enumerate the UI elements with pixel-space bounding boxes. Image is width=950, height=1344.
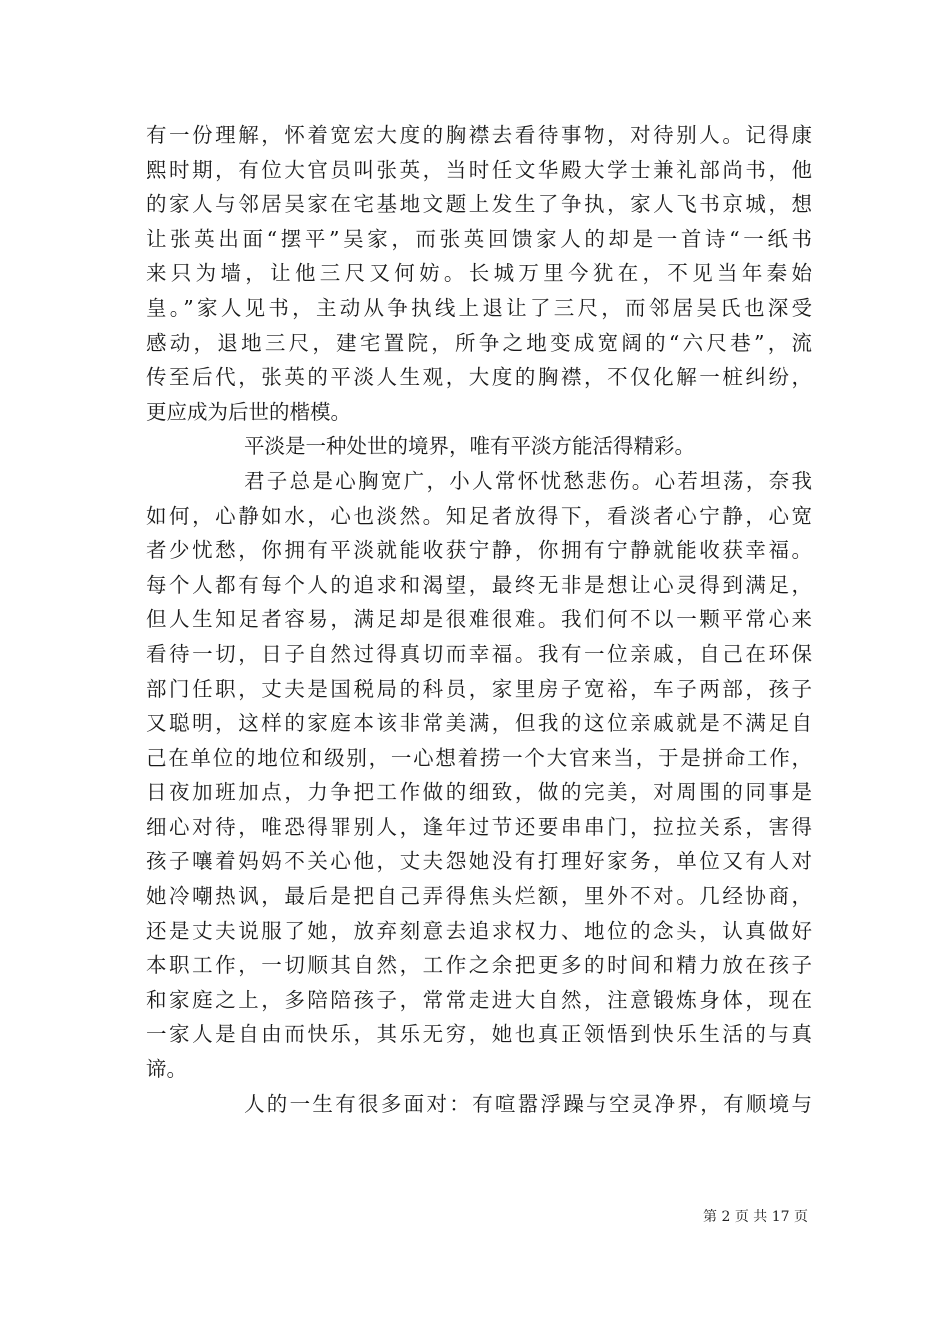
text-line: 还是丈夫说服了她，放弃刻意去追求权力、地位的念头，认真做好 xyxy=(146,918,812,943)
text-line: 传至后代，张英的平淡人生观，大度的胸襟，不仅化解一桩纠纷， xyxy=(146,365,812,390)
text-line: 君子总是心胸宽广，小人常怀忧愁悲伤。心若坦荡，奈我 xyxy=(244,468,812,493)
text-line: 但人生知足者容易，满足却是很难很难。我们何不以一颗平常心来 xyxy=(146,607,812,632)
text-line: 的家人与邻居吴家在宅基地文题上发生了争执，家人飞书京城，想 xyxy=(146,192,812,217)
text-line: 又聪明，这样的家庭本该非常美满，但我的这位亲戚就是不满足自 xyxy=(146,711,812,736)
text-line: 平淡是一种处世的境界，唯有平淡方能活得精彩。 xyxy=(244,434,695,459)
text-line: 者少忧愁，你拥有平淡就能收获宁静，你拥有宁静就能收获幸福。 xyxy=(146,538,812,563)
text-line: 一家人是自由而快乐，其乐无穷，她也真正领悟到快乐生活的与真 xyxy=(146,1022,812,1047)
text-line: 本职工作，一切顺其自然，工作之余把更多的时间和精力放在孩子 xyxy=(146,953,812,978)
text-line: 谛。 xyxy=(146,1057,187,1082)
text-line: 皇。”家人见书，主动从争执线上退让了三尺，而邻居吴氏也深受 xyxy=(146,295,812,320)
text-line: 如何，心静如水，心也淡然。知足者放得下，看淡者心宁静，心宽 xyxy=(146,503,812,528)
text-line: 她冷嘲热讽，最后是把自己弄得焦头烂额，里外不对。几经协商， xyxy=(146,884,812,909)
text-line: 人的一生有很多面对：有喧嚣浮躁与空灵净界，有顺境与 xyxy=(244,1091,812,1116)
text-line: 熙时期，有位大官员叫张英，当时任文华殿大学士兼礼部尚书，他 xyxy=(146,157,812,182)
text-line: 日夜加班加点，力争把工作做的细致，做的完美，对周围的同事是 xyxy=(146,780,812,805)
text-line: 来只为墙，让他三尺又何妨。长城万里今犹在，不见当年秦始 xyxy=(146,261,812,286)
text-line: 细心对待，唯恐得罪别人，逢年过节还要串串门，拉拉关系，害得 xyxy=(146,814,812,839)
text-line: 己在单位的地位和级别，一心想着捞一个大官来当，于是拼命工作， xyxy=(146,745,812,770)
text-line: 看待一切，日子自然过得真切而幸福。我有一位亲戚，自己在环保 xyxy=(146,641,812,666)
page-number: 第 2 页 共 17 页 xyxy=(703,1209,808,1225)
text-line: 有一份理解，怀着宽宏大度的胸襟去看待事物，对待别人。记得康 xyxy=(146,123,812,147)
text-line: 更应成为后世的楷模。 xyxy=(146,399,351,424)
text-line: 和家庭之上，多陪陪孩子，常常走进大自然，注意锻炼身体，现在 xyxy=(146,987,812,1012)
text-line: 让张英出面“摆平”吴家，而张英回馈家人的却是一首诗“一纸书 xyxy=(146,226,812,251)
body-text xyxy=(146,118,812,1121)
text-line: 感动，退地三尺，建宅置院，所争之地变成宽阔的“六尺巷”，流 xyxy=(146,330,812,355)
text-line: 孩子嚷着妈妈不关心他，丈夫怨她没有打理好家务，单位又有人对 xyxy=(146,849,812,874)
text-line: 部门任职，丈夫是国税局的科员，家里房子宽裕，车子两部，孩子 xyxy=(146,676,812,701)
text-line: 每个人都有每个人的追求和渴望，最终无非是想让心灵得到满足， xyxy=(146,572,812,597)
